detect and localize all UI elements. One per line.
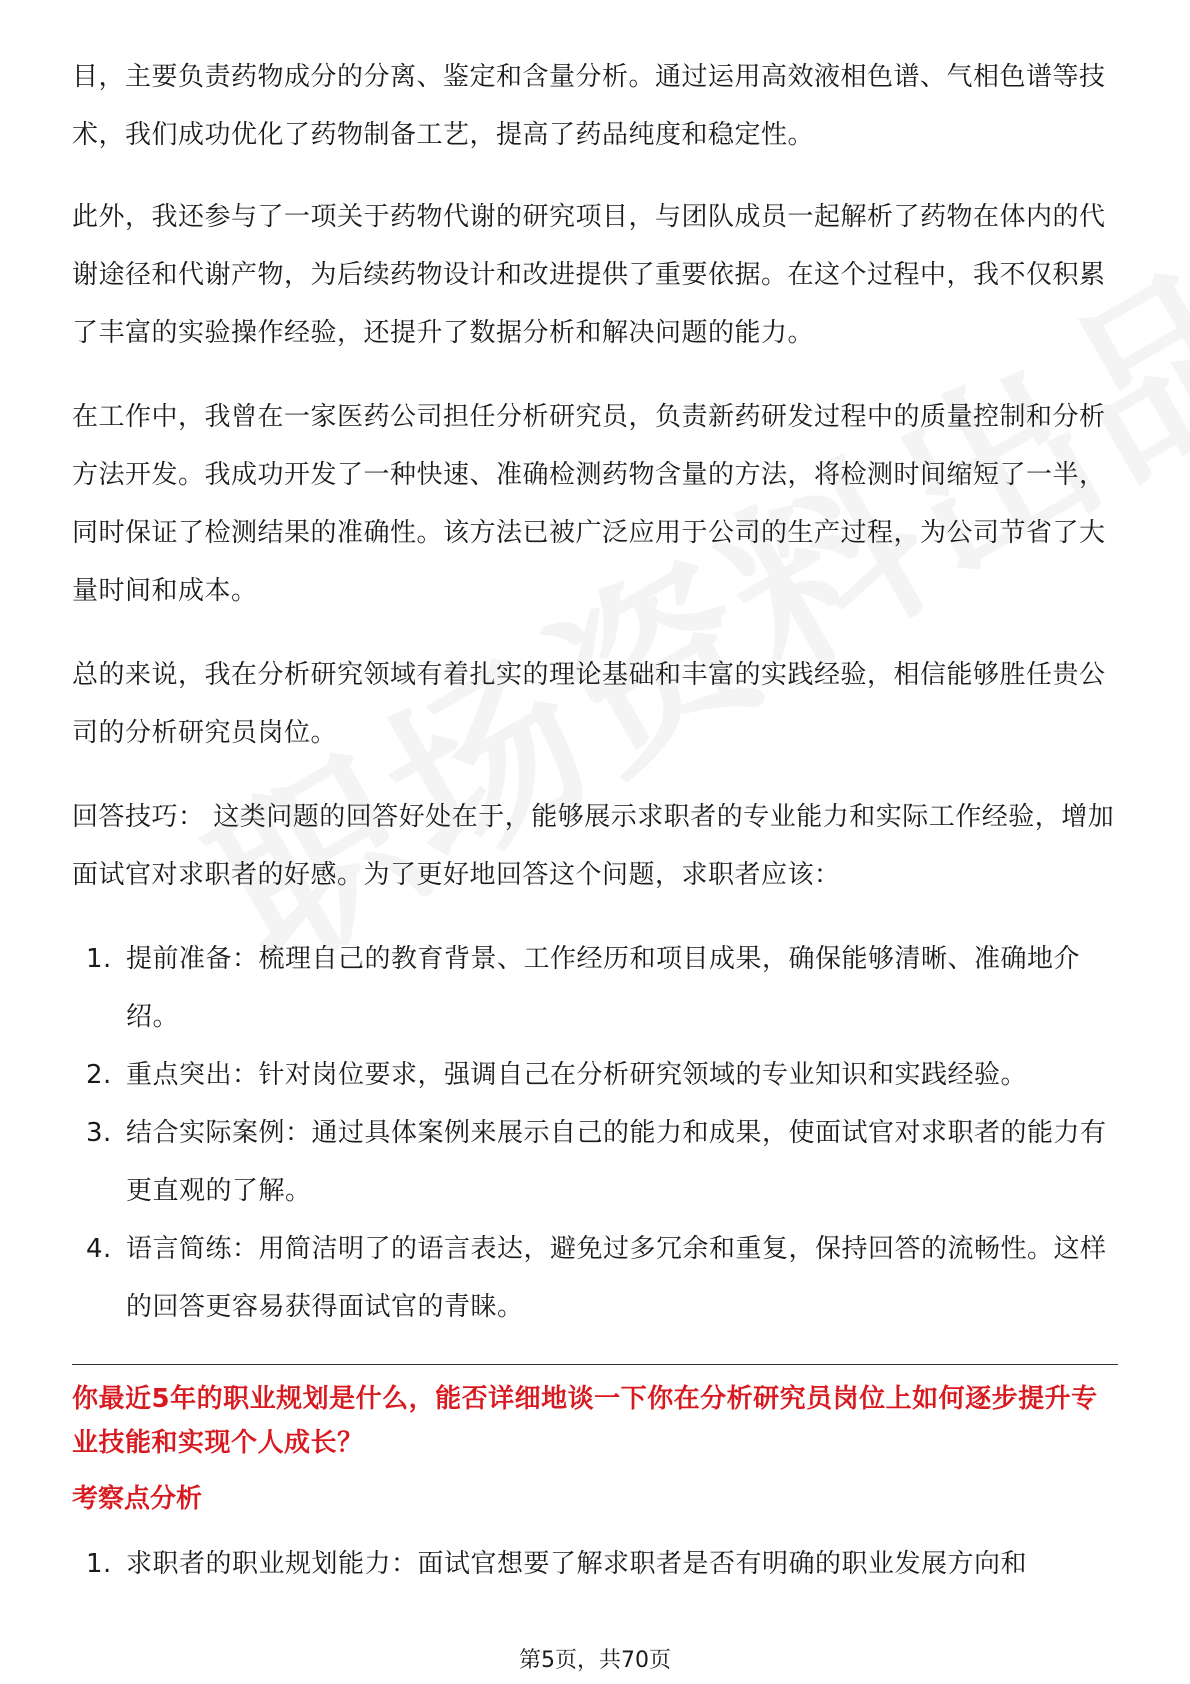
list-item-text: 求职者的职业规划能力：面试官想要了解求职者是否有明确的职业发展方向和 [126, 1549, 1028, 1579]
section-divider [72, 1364, 1118, 1365]
document-body [72, 48, 1118, 1593]
list-item-text: 结合实际案例：通过具体案例来展示自己的能力和成果，使面试官对求职者的能力有更直观的了解。 [126, 1118, 1107, 1206]
list-item-text: 提前准备：梳理自己的教育背景、工作经历和项目成果，确保能够清晰、准确地介绍。 [126, 944, 1081, 1032]
paragraph: 此外，我还参与了一项关于药物代谢的研究项目，与团队成员一起解析了药物在体内的代谢途径和代谢产物，为后续药物设计和改进提供了重要依据。在这个过程中，我不仅积累了丰富的实验操作经验，还提升了数据分析和解决问题的能力。 [72, 202, 1106, 348]
list-number: 1. [86, 944, 112, 974]
paragraph: 总的来说，我在分析研究领域有着扎实的理论基础和丰富的实践经验，相信能够胜任贵公司的分析研究员岗位。 [72, 660, 1106, 748]
list-number: 3. [86, 1118, 112, 1148]
analysis-list [72, 1535, 1118, 1593]
question-heading: 你最近5年的职业规划是什么，能否详细地谈一下你在分析研究员岗位上如何逐步提升专业技能和实现个人成长？ [72, 1384, 1098, 1458]
list-item [72, 1046, 1118, 1104]
list-item [72, 1535, 1118, 1593]
analysis-heading: 考察点分析 [72, 1484, 203, 1514]
paragraph: 目，主要负责药物成分的分离、鉴定和含量分析。通过运用高效液相色谱、气相色谱等技术，我们成功优化了药物制备工艺，提高了药品纯度和稳定性。 [72, 62, 1106, 150]
list-item-text: 重点突出：针对岗位要求，强调自己在分析研究领域的专业知识和实践经验。 [126, 1060, 1028, 1090]
paragraph: 在工作中，我曾在一家医药公司担任分析研究员，负责新药研发过程中的质量控制和分析方法开发。我成功开发了一种快速、准确检测药物含量的方法，将检测时间缩短了一半，同时保证了检测结果的准确性。该方法已被广泛应用于公司的生产过程，为公司节省了大量时间和成本。 [72, 402, 1106, 606]
list-item-text: 语言简练：用简洁明了的语言表达，避免过多冗余和重复，保持回答的流畅性。这样的回答更容易获得面试官的青睐。 [126, 1234, 1107, 1322]
list-item [72, 930, 1118, 1046]
list-item [72, 1220, 1118, 1336]
answer-tips-intro: 回答技巧： 这类问题的回答好处在于，能够展示求职者的专业能力和实际工作经验，增加面试官对求职者的好感。为了更好地回答这个问题，求职者应该： [72, 802, 1115, 890]
list-number: 1. [86, 1549, 112, 1579]
list-item [72, 1104, 1118, 1220]
list-number: 4. [86, 1234, 112, 1264]
list-number: 2. [86, 1060, 112, 1090]
tips-list [72, 930, 1118, 1336]
page-footer: 第5页，共70页 [519, 1648, 671, 1673]
